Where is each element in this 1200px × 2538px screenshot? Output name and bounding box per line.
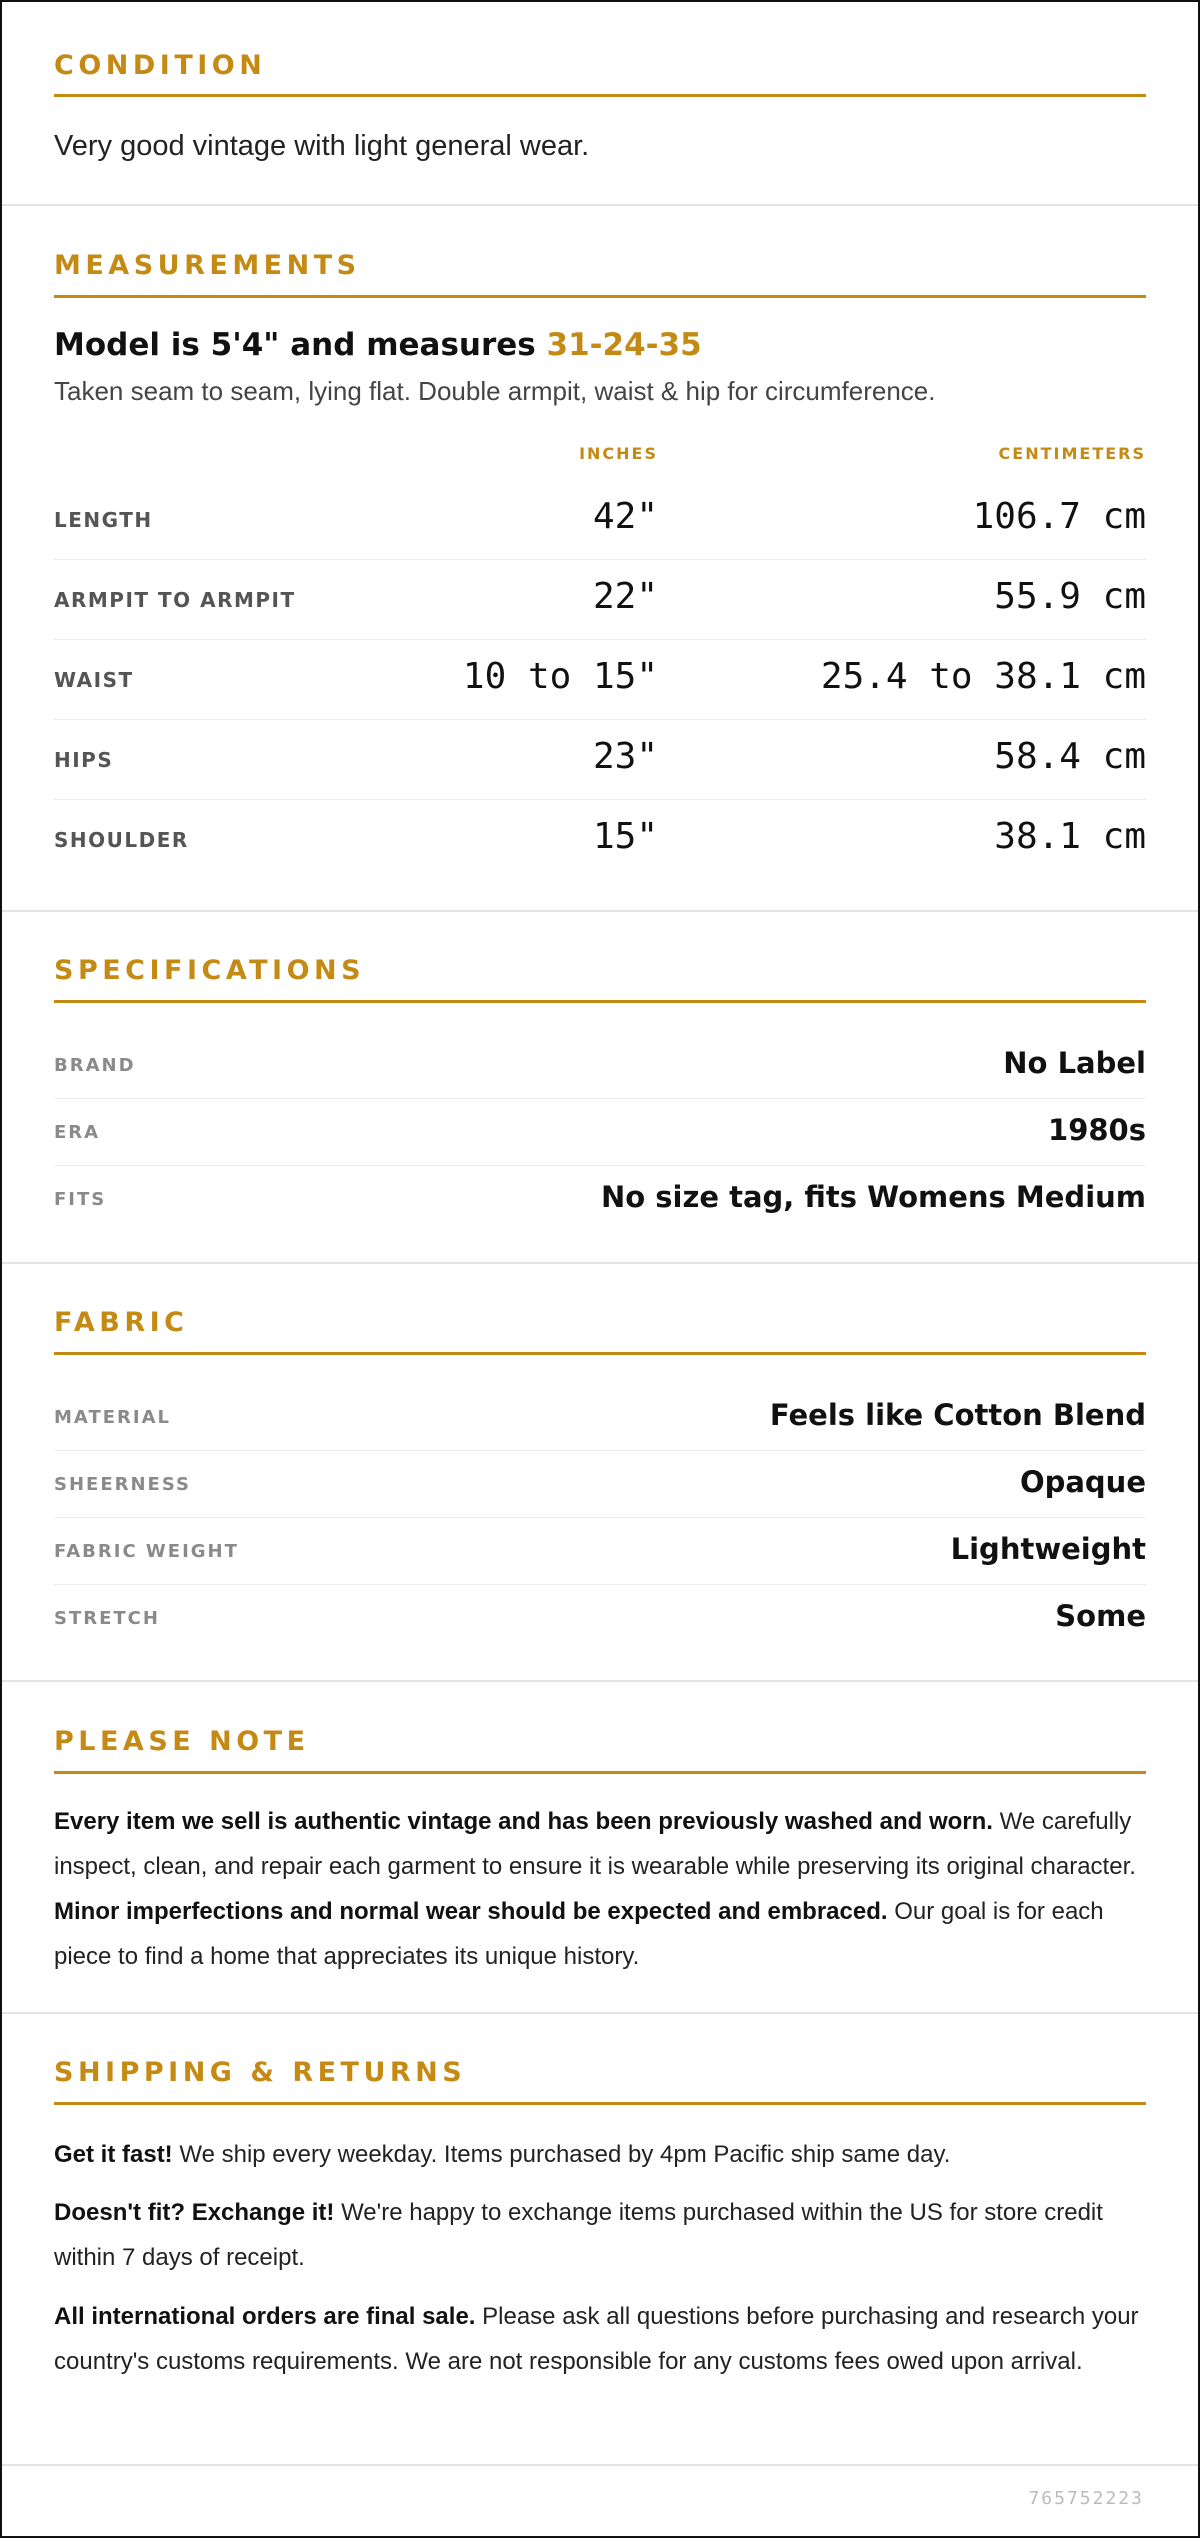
fabric-label: STRETCH (54, 1608, 160, 1629)
please-note-text-2: Our goal is for each piece to find a home that appreciates its unique history. (54, 1898, 1104, 1970)
measurement-cm: 55.9 cm (994, 576, 1146, 617)
measurement-label: LENGTH (54, 508, 153, 532)
measurements-heading: MEASUREMENTS (54, 250, 361, 281)
fabric-row (54, 1518, 1146, 1585)
specifications-section (2, 912, 1198, 1264)
model-measures: 31-24-35 (546, 327, 702, 363)
spec-row (54, 1166, 1146, 1232)
shipping-p3-text: Please ask all questions before purchasing and research your country's customs requirements. We are not responsible for any customs fees owed upon arrival. (54, 2303, 1139, 2375)
please-note-heading: PLEASE NOTE (54, 1726, 310, 1757)
measurement-label: ARMPIT TO ARMPIT (54, 588, 296, 612)
fabric-label: SHEERNESS (54, 1474, 191, 1495)
shipping-p3-bold: All international orders are final sale. (54, 2303, 476, 2330)
condition-text: Very good vintage with light general wear. (54, 130, 590, 162)
measurement-label: WAIST (54, 668, 134, 692)
shipping-section (2, 2014, 1198, 2466)
measurement-label: SHOULDER (54, 828, 189, 852)
measurement-inches: 42" (592, 496, 658, 537)
measurement-inches: 23" (592, 736, 658, 777)
specifications-heading: SPECIFICATIONS (54, 955, 366, 986)
measurement-row (54, 720, 1146, 800)
measurement-row (54, 640, 1146, 720)
fabric-section (2, 1264, 1198, 1682)
spec-label: ERA (54, 1122, 101, 1143)
shipping-p1-text: We ship every weekday. Items purchased by 4pm Pacific ship same day. (172, 2141, 951, 2168)
spec-value: No size tag, fits Womens Medium (600, 1180, 1146, 1214)
measurements-rule (54, 295, 1146, 298)
shipping-p1-bold: Get it fast! (54, 2141, 173, 2168)
product-code: 765752223 (1028, 2488, 1144, 2509)
fabric-value: Opaque (1019, 1465, 1146, 1499)
please-note-section (2, 1682, 1198, 2014)
specifications-rule (54, 1000, 1146, 1003)
please-note-text (54, 1799, 1146, 1979)
fabric-label: MATERIAL (54, 1407, 171, 1428)
measurement-cm: 58.4 cm (994, 736, 1146, 777)
please-note-bold-2: Minor imperfections and normal wear should be expected and embraced. (54, 1898, 888, 1925)
inches-column-header: INCHES (579, 444, 658, 463)
shipping-p2-bold: Doesn't fit? Exchange it! (54, 2199, 335, 2226)
measurement-inches: 22" (592, 576, 658, 617)
centimeters-column-header: CENTIMETERS (998, 444, 1146, 463)
condition-heading: CONDITION (54, 50, 267, 81)
measurement-cm: 38.1 cm (994, 816, 1146, 857)
shipping-p2-text: We're happy to exchange items purchased within the US for store credit within 7 days of receipt. (54, 2199, 1103, 2271)
shipping-rule (54, 2102, 1146, 2105)
fabric-heading: FABRIC (54, 1307, 189, 1338)
model-info-prefix: Model is 5'4" and measures (54, 327, 547, 363)
shipping-paragraph-1 (54, 2132, 1146, 2177)
measurement-row (54, 800, 1146, 879)
please-note-bold-1: Every item we sell is authentic vintage and has been previously washed and worn. (54, 1808, 993, 1835)
measurements-section (2, 206, 1198, 912)
condition-section (2, 2, 1198, 206)
spec-row (54, 1099, 1146, 1166)
fabric-rule (54, 1352, 1146, 1355)
fabric-row (54, 1585, 1146, 1651)
shipping-paragraph-2 (54, 2190, 1146, 2280)
shipping-paragraph-3 (54, 2294, 1146, 2384)
measurements-note: Taken seam to seam, lying flat. Double armpit, waist & hip for circumference. (54, 376, 936, 406)
measurement-inches: 10 to 15" (462, 656, 658, 697)
measurement-inches: 15" (592, 816, 658, 857)
condition-rule (54, 94, 1146, 97)
please-note-rule (54, 1771, 1146, 1774)
measurement-cm: 25.4 to 38.1 cm (820, 656, 1146, 697)
measurement-row (54, 560, 1146, 640)
spec-label: FITS (54, 1189, 107, 1210)
fabric-value: Lightweight (950, 1532, 1146, 1566)
spec-label: BRAND (54, 1055, 136, 1076)
fabric-row (54, 1384, 1146, 1451)
fabric-value: Some (1055, 1599, 1146, 1633)
measurement-cm: 106.7 cm (972, 496, 1146, 537)
spec-row (54, 1032, 1146, 1099)
fabric-label: FABRIC WEIGHT (54, 1541, 239, 1562)
shipping-heading: SHIPPING & RETURNS (54, 2057, 467, 2088)
spec-value: No Label (1003, 1046, 1146, 1080)
measurement-label: HIPS (54, 748, 114, 772)
measurement-row (54, 480, 1146, 560)
please-note-text-1: We carefully inspect, clean, and repair each garment to ensure it is wearable while preserving its original character. (54, 1808, 1136, 1880)
spec-value: 1980s (1048, 1113, 1146, 1147)
fabric-value: Feels like Cotton Blend (769, 1398, 1146, 1432)
fabric-row (54, 1451, 1146, 1518)
model-info (54, 327, 1146, 363)
